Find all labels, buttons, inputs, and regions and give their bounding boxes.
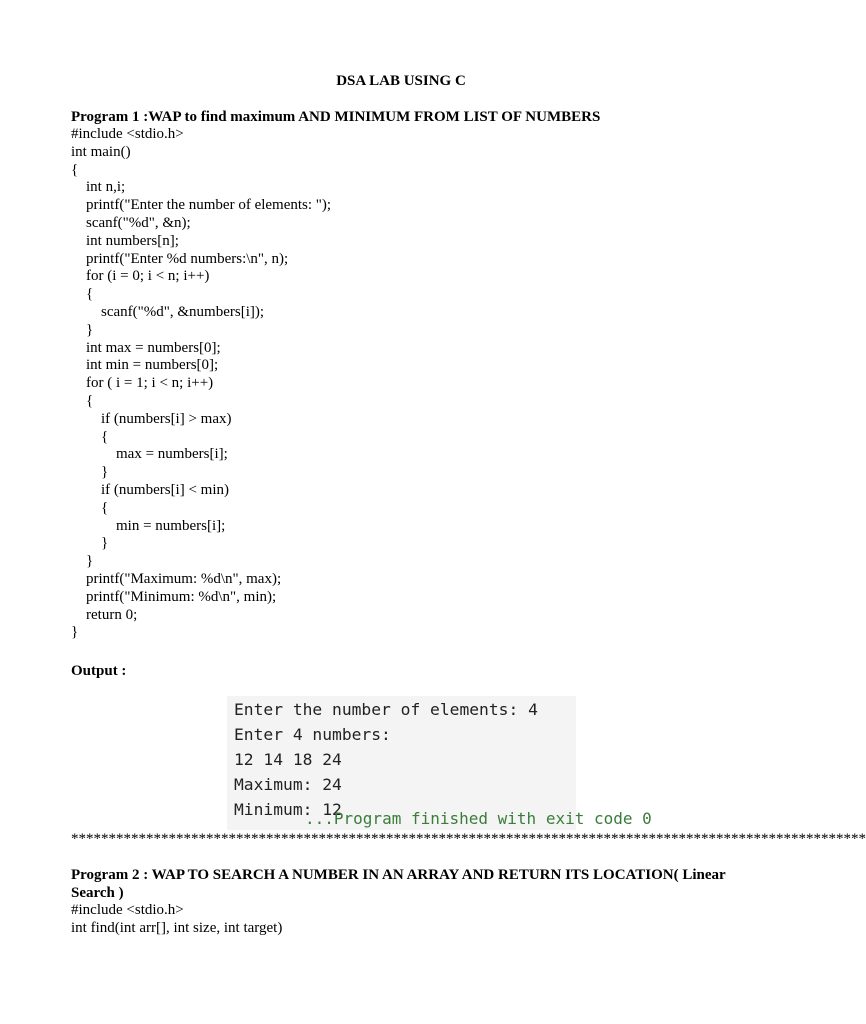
program-2-heading: Program 2 : WAP TO SEARCH A NUMBER IN AN ARRAY AND RETURN ITS LOCATION( Linear Search ): [71, 867, 726, 901]
code-line: printf("Maximum: %d\n", max);: [71, 570, 282, 587]
code-line: {: [71, 286, 94, 303]
output-screenshot: [227, 696, 652, 830]
code-line: min = numbers[i];: [71, 517, 226, 534]
code-line: }: [71, 321, 94, 338]
terminal-line: Minimum: 12: [234, 800, 342, 819]
code-line: #include <stdio.h>: [71, 902, 184, 918]
terminal-line: Enter the number of elements: 4: [234, 700, 538, 719]
code-line: {: [71, 428, 109, 445]
code-line: {: [71, 392, 94, 409]
code-line: scanf("%d", &n);: [71, 214, 191, 231]
code-line: int numbers[n];: [71, 232, 179, 249]
code-line: }: [71, 535, 109, 552]
code-line: for ( i = 1; i < n; i++): [71, 375, 214, 392]
code-line: #include <stdio.h>: [71, 126, 184, 142]
code-line: }: [71, 624, 79, 641]
terminal-cut-text: ...Program finished with exit code 0: [305, 809, 652, 828]
code-line: }: [71, 464, 109, 481]
code-line: int main(): [71, 143, 131, 160]
page-title: DSA LAB USING C: [336, 73, 466, 89]
code-line: printf("Minimum: %d\n", min);: [71, 588, 277, 605]
output-label: Output :: [71, 663, 127, 679]
code-line: }: [71, 553, 94, 570]
code-line: int min = numbers[0];: [71, 357, 219, 374]
terminal-line: 12 14 18 24: [234, 750, 342, 769]
code-line: int n,i;: [71, 179, 126, 196]
separator-line: **********************************************************************************************************: [71, 831, 866, 847]
code-line: for (i = 0; i < n; i++): [71, 268, 210, 285]
program-1-code: [71, 126, 331, 642]
code-line: if (numbers[i] > max): [71, 410, 232, 427]
code-line: if (numbers[i] < min): [71, 481, 230, 498]
code-line: {: [71, 499, 109, 516]
code-line: scanf("%d", &numbers[i]);: [71, 303, 265, 320]
terminal-line: Maximum: 24: [234, 775, 342, 794]
code-line: max = numbers[i];: [71, 446, 228, 463]
program-2-code: [71, 902, 282, 938]
code-line: printf("Enter %d numbers:\n", n);: [71, 250, 289, 267]
program-1-heading: Program 1 :WAP to find maximum AND MINIMUM FROM LIST OF NUMBERS: [71, 109, 601, 125]
code-line: int find(int arr[], int size, int target): [71, 919, 283, 936]
code-line: {: [71, 161, 79, 178]
terminal-line: Enter 4 numbers:: [234, 725, 391, 744]
code-line: int max = numbers[0];: [71, 339, 221, 356]
code-line: printf("Enter the number of elements: ");: [71, 197, 332, 214]
code-line: return 0;: [71, 606, 138, 623]
